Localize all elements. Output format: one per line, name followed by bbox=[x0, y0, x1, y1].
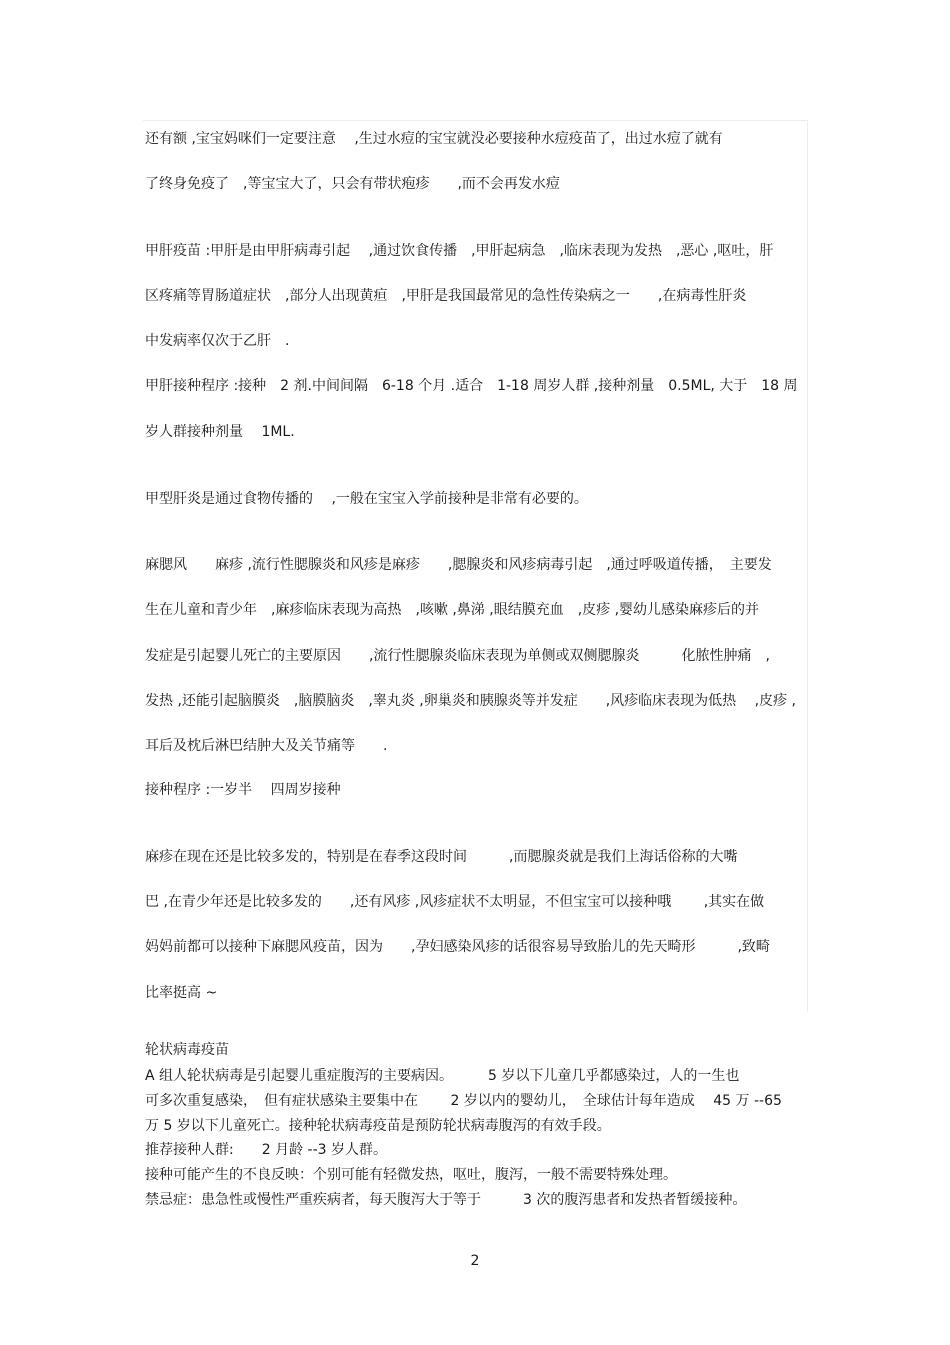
rotavirus-recommended-group: 推荐接种人群: 2 月龄 --3 岁人群。 bbox=[145, 1142, 387, 1158]
rotavirus-adverse-reactions: 接种可能产生的不良反映：个别可能有轻微发热，呕吐，腹泻，一般不需要特殊处理。 bbox=[145, 1167, 677, 1183]
hepatitis-a-note: 甲型肝炎是通过食物传播的 ,一般在宝宝入学前接种是非常有必要的。 bbox=[145, 491, 588, 507]
hepatitis-a-schedule-line-1: 甲肝接种程序 :接种 2 剂.中间间隔 6-18 个月 .适合 1-18 周岁人群 ,接种剂量 0.5ML, 大于 18 周 bbox=[145, 378, 798, 394]
page-number: 2 bbox=[470, 1253, 480, 1269]
varicella-line-2: 了终身免疫了 ,等宝宝大了，只会有带状疱疹 ,而不会再发水痘 bbox=[145, 176, 560, 192]
hepatitis-a-line-1: 甲肝疫苗 :甲肝是由甲肝病毒引起 ,通过饮食传播 ,甲肝起病急 ,临床表现为发热 ,恶心 ,呕吐，肝 bbox=[145, 243, 774, 259]
hepatitis-a-line-2: 区疼痛等胃肠道症状 ,部分人出现黄疸 ,甲肝是我国最常见的急性传染病之一 ,在病毒性肝炎 bbox=[145, 288, 747, 304]
rotavirus-line-2: 可多次重复感染， 但有症状感染主要集中在 2 岁以内的婴幼儿， 全球估计每年造成 45 万 --65 bbox=[145, 1093, 782, 1109]
mmr-line-3: 发症是引起婴儿死亡的主要原因 ,流行性腮腺炎临床表现为单侧或双侧腮腺炎 化脓性肿痛 , bbox=[145, 648, 770, 664]
rotavirus-title: 轮状病毒疫苗 bbox=[145, 1042, 229, 1058]
varicella-line-1: 还有额 ,宝宝妈咪们一定要注意 ,生过水痘的宝宝就没必要接种水痘疫苗了，出过水痘了就有 bbox=[145, 131, 723, 147]
mmr-schedule: 接种程序 :一岁半 四周岁接种 bbox=[145, 782, 341, 798]
hepatitis-a-line-3: 中发病率仅次于乙肝 . bbox=[145, 333, 290, 349]
mmr-line-1: 麻腮风 麻疹 ,流行性腮腺炎和风疹是麻疹 ,腮腺炎和风疹病毒引起 ,通过呼吸道传播， 主要发 bbox=[145, 557, 772, 573]
mmr-note-line-4: 比率挺高 ~ bbox=[145, 985, 218, 1001]
rotavirus-contraindications: 禁忌症：患急性或慢性严重疾病者，每天腹泻大于等于 3 次的腹泻患者和发热者暂缓接种。 bbox=[145, 1192, 747, 1208]
rotavirus-line-1: A 组人轮状病毒是引起婴儿重症腹泻的主要病因。 5 岁以下儿童几乎都感染过，人的一生也 bbox=[145, 1068, 740, 1084]
mmr-line-5: 耳后及枕后淋巴结肿大及关节痛等 . bbox=[145, 738, 388, 754]
mmr-note-line-3: 妈妈前都可以接种下麻腮风疫苗，因为 ,孕妇感染风疹的话很容易导致胎儿的先天畸形 ,致畸 bbox=[145, 939, 770, 955]
mmr-note-line-2: 巴 ,在青少年还是比较多发的 ,还有风疹 ,风疹症状不太明显，不但宝宝可以接种哦 ,其实在做 bbox=[145, 894, 765, 910]
mmr-line-2: 生在儿童和青少年 ,麻疹临床表现为高热 ,咳嗽 ,鼻涕 ,眼结膜充血 ,皮疹 ,婴幼儿感染麻疹后的并 bbox=[145, 602, 760, 618]
hepatitis-a-schedule-line-2: 岁人群接种剂量 1ML. bbox=[145, 424, 295, 440]
mmr-line-4: 发热 ,还能引起脑膜炎 ,脑膜脑炎 ,睾丸炎 ,卵巢炎和胰腺炎等并发症 ,风疹临床表现为低热 ,皮疹 , bbox=[145, 693, 796, 709]
mmr-note-line-1: 麻疹在现在还是比较多发的，特别是在春季这段时间 ,而腮腺炎就是我们上海话俗称的大嘴 bbox=[145, 849, 738, 865]
rotavirus-line-3: 万 5 岁以下儿童死亡。接种轮状病毒疫苗是预防轮状病毒腹泻的有效手段。 bbox=[145, 1118, 611, 1134]
